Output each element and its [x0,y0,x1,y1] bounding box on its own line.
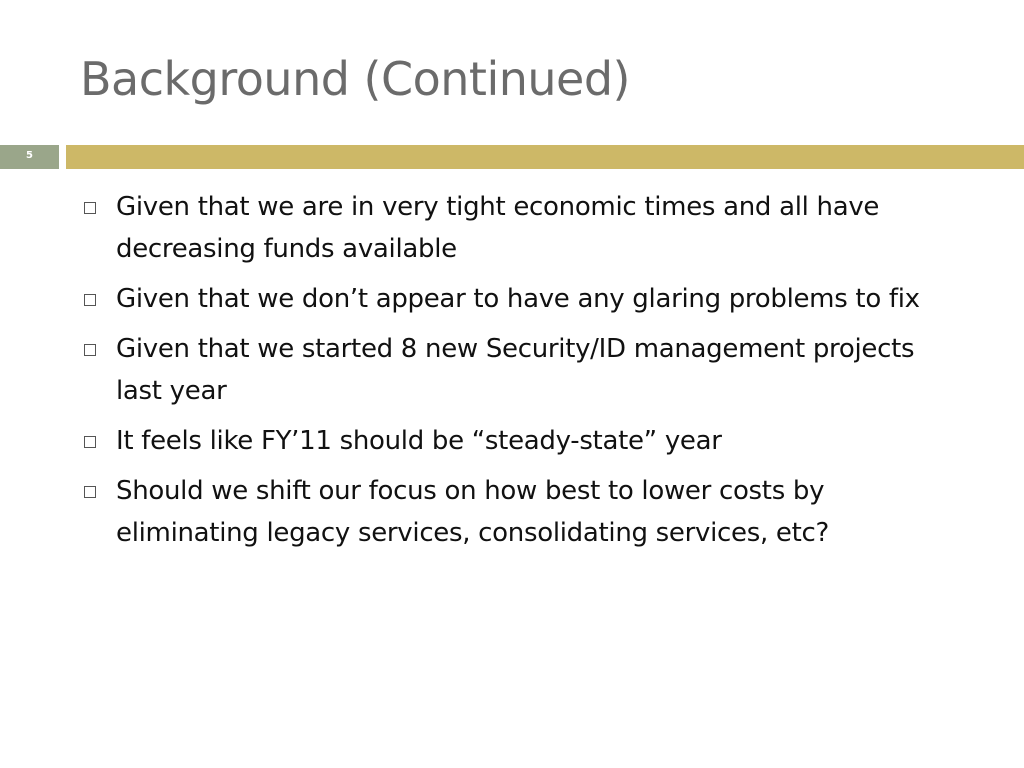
bullet-text: Given that we started 8 new Security/ID management projects last year [116,334,915,406]
square-bullet-icon [84,486,96,498]
square-bullet-icon [84,344,96,356]
bullet-text: Given that we are in very tight economic times and all have decreasing funds available [116,192,880,264]
slide-number: 5 [26,150,33,161]
bullet-item [80,278,960,320]
bullet-item [80,470,960,554]
slide-title: Background (Continued) [80,52,630,106]
square-bullet-icon [84,436,96,448]
bullet-item [80,420,960,462]
bullet-text: Given that we don’t appear to have any glaring problems to fix [116,284,920,314]
square-bullet-icon [84,294,96,306]
bullet-text: Should we shift our focus on how best to lower costs by eliminating legacy services, consolidating services, etc? [116,476,829,548]
title-divider-bar [66,145,1024,169]
bullet-text: It feels like FY’11 should be “steady-state” year [116,426,722,456]
bullet-list [80,186,960,562]
bullet-item [80,186,960,270]
square-bullet-icon [84,202,96,214]
bullet-item [80,328,960,412]
